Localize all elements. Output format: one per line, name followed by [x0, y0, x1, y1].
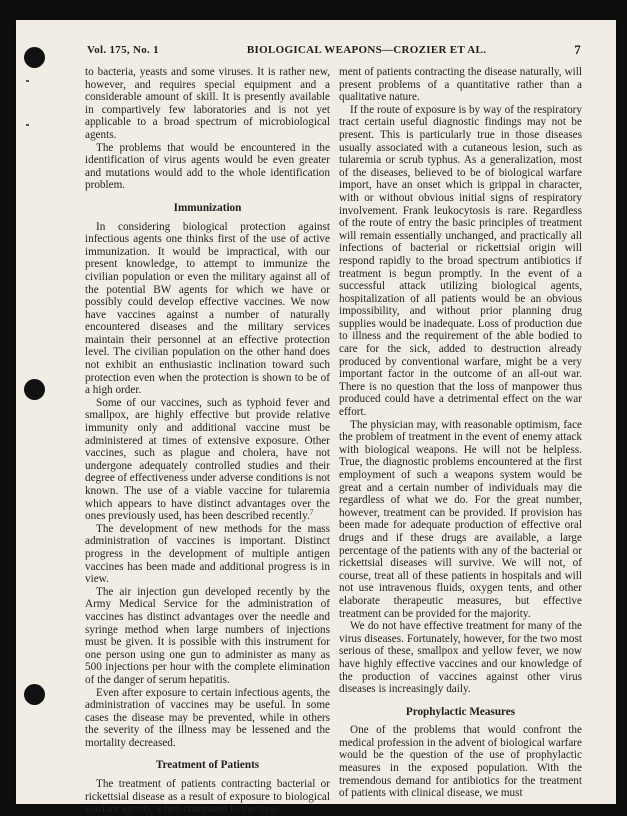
margin-mark	[26, 80, 29, 82]
paragraph: We do not have effective treatment for many of the virus diseases. Fortunately, however, for the two most serious of these, smallpox and yellow fever, we now have highly effective vaccines and our knowledge of the production of vaccines against other virus diseases is increasingly daily.	[339, 620, 582, 696]
paragraph-text: Some of our vaccines, such as typhoid fever and smallpox, are highly effective but provide relative immunity only and additional vaccine must be administered at times of extensive exposure. Other vaccines, such as plague and cholera, have not undergone adequately controlled studies and their degree of effectiveness under adverse conditions is not known. The use of a viable vaccine for tularemia which appears to have distinct advantages over the ones previously used, has been described recently.	[85, 396, 330, 523]
binder-hole-top	[24, 47, 45, 68]
paragraph: If the route of exposure is by way of the respiratory tract certain useful diagnostic findings may not be present. This is particularly true in those diseases usually associated with a cutaneous lesion, such as tularemia or scrub typhus. As a generalization, most of the diseases, believed to be of biological warfare import, have an onset which is grippal in character, with or without obvious initial signs of respiratory involvement. Frank leukocytosis is rare. Regardless of the route of entry the basic principles of treatment will remain essentially unchanged, and practically all infections of bacterial or rickettsial origin will respond rapidly to the broad spectrum antibiotics if treatment is begun promptly. In the event of a successful attack utilizing biological agents, hospitalization of all patients would be an obvious impossibility, and without prior planning drug supplies would be inadequate. Loss of production due to illness and the requirement of the able bodied to care for the sick, added to destruction already produced by conventional warfare, might be a very important factor in the outcome of an all-out war. There is no question that the loss of manpower thus produced could have a detrimental effect on the war effort.	[339, 103, 582, 419]
volume-label: Vol. 175, No. 1	[87, 44, 159, 56]
paragraph: The treatment of patients contracting bacterial or rickettsial disease as a result of exposure to biological warfare agents, when compared to the treat-	[85, 778, 330, 816]
paragraph: Even after exposure to certain infectious agents, the administration of vaccines may be useful. In some cases the disease may be prevented, while in others the severity of the illness may be lessened and the mortality decreased.	[85, 686, 330, 749]
binder-hole-middle	[24, 379, 45, 400]
binder-hole-bottom	[24, 684, 45, 705]
section-heading-immunization: Immunization	[173, 201, 242, 214]
paragraph: In considering biological protection against infectious agents one thinks first of the use of active immunization. It would be impractical, with our present knowledge, to attempt to immunize the civilian population or even the military against all of the potential BW agents for which we have or possibly could develop effective vaccines. We now have vaccines against a number of naturally encountered diseases and the military services maintain their personnel at an effective protection level. The civilian population on the other hand does not exhibit an enthusiastic inclination toward such protection even when the protection is shown to be of a high order.	[85, 220, 330, 397]
paragraph: ment of patients contracting the disease naturally, will present problems of a quantitative rather than a qualitative nature.	[339, 66, 582, 104]
section-heading-prophylactic: Prophylactic Measures	[405, 705, 516, 718]
left-column	[85, 66, 330, 816]
paragraph	[85, 397, 330, 523]
margin-mark	[26, 124, 29, 126]
section-heading-treatment: Treatment of Patients	[155, 759, 260, 772]
paragraph: The physician may, with reasonable optimism, face the problem of treatment in the event of enemy attack with biological weapons. He will not be helpless. True, the diagnostic problems encountered at the first employment of such a weapons system would be great and a certain number of individuals may die regardless of what we do. For the great number, however, treatment can be provided. If provision has been made for adequate production of effective oral drugs and if these drugs are available, a large percentage of the patients with any of the bacterial or rickettsial diseases will survive. We will not, of course, treat all of these patients in hospitals and will not use intravenous fluids, oxygen tents, and other elaborate therapeutic measures, but effective treatment can be provided for the majority.	[339, 418, 582, 620]
paragraph: The problems that would be encountered in the identification of virus agents would be even greater and mutations would add to the whole identification problem.	[85, 141, 330, 192]
right-column	[339, 66, 582, 800]
paragraph: The development of new methods for the mass administration of vaccines is important. Distinct progress in the development of multiple antigen vaccines has been made and additional progress is in view.	[85, 522, 330, 586]
running-title: BIOLOGICAL WEAPONS—CROZIER ET AL.	[246, 44, 487, 56]
paragraph: to bacteria, yeasts and some viruses. It is rather new, however, and requires special equipment and a considerable amount of skill. It is presently available in compartively few laboratories and is not yet applicable to a broad spectrum of microbiological agents.	[85, 66, 330, 141]
paragraph: The air injection gun developed recently by the Army Medical Service for the administration of vaccines has distinct advantages over the needle and syringe method when large numbers of injections must be given. It is possible with this instrument for one person using one gun to administer as many as 500 injections per hour with the complete elimination of the danger of serum hepatitis.	[85, 585, 330, 686]
running-header	[87, 44, 581, 58]
page-number: 7	[574, 42, 581, 57]
paragraph: One of the problems that would confront the medical profession in the advent of biological warfare would be the question of the use of prophylactic measures in the exposed population. With the tremendous demand for antibiotics for the treatment of patients with clinical disease, we must	[339, 724, 582, 800]
reference-superscript: 7	[309, 508, 314, 517]
